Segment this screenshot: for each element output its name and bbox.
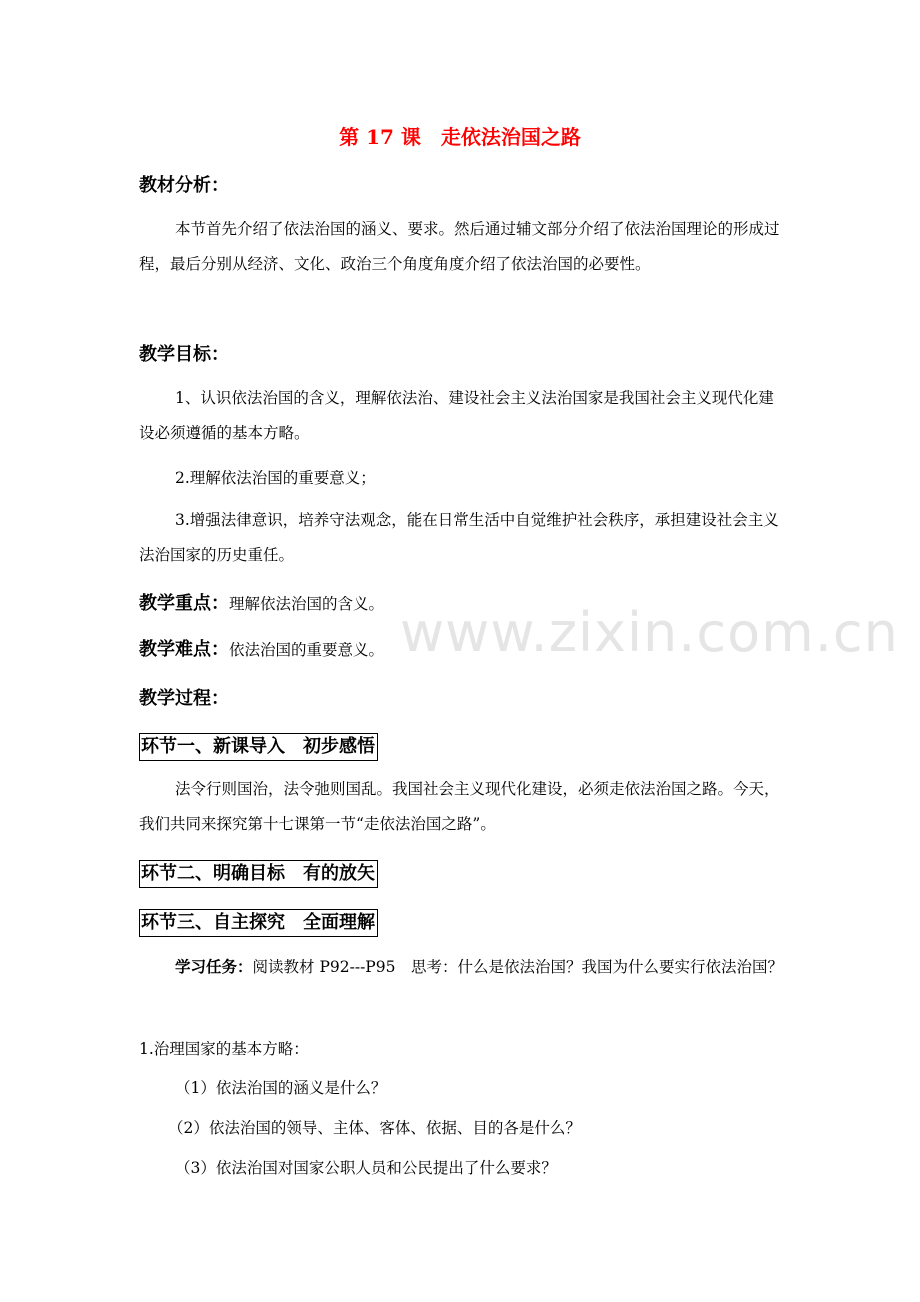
section3-heading (139, 909, 378, 937)
learning-task-label: 学习任务： (175, 958, 253, 976)
section2-title-a: 环节二、明确目标 (141, 863, 285, 884)
section1-title-b: 初步感悟 (303, 736, 375, 757)
section1-heading (139, 733, 378, 761)
section2-heading (139, 860, 378, 888)
key-point-text: 理解依法治国的含义。 (229, 595, 385, 613)
objectives-heading: 教学目标： (139, 344, 229, 365)
watermark: www.zixin.com.cn (400, 601, 899, 664)
basic-strategy-heading: 1.治理国家的基本方略： (139, 1040, 309, 1058)
objective-item-3: 3.增强法律意识，培养守法观念，能在日常生活中自觉维护社会秩序，承担建设社会主义法治国家的历史重任。 (139, 511, 779, 564)
section3-title-b: 全面理解 (303, 912, 375, 933)
section1-text: 法令行则国治，法令弛则国乱。我国社会主义现代化建设，必须走依法治国之路。今天，我们共同来探究第十七课第一节“走依法治国之路”。 (139, 780, 780, 833)
lesson-number: 第 17 课 (339, 125, 421, 149)
objective-item-2: 2.理解依法治国的重要意义； (175, 469, 376, 487)
question-1: （1）依法治国的涵义是什么？ (175, 1079, 387, 1097)
section1-title-a: 环节一、新课导入 (141, 736, 285, 757)
section3-title-a: 环节三、自主探究 (141, 912, 285, 933)
difficulty-label: 教学难点： (139, 639, 229, 660)
difficulty-text: 依法治国的重要意义。 (229, 641, 385, 659)
analysis-heading: 教材分析： (139, 175, 229, 196)
key-point-line (139, 590, 384, 618)
lesson-title (0, 122, 920, 152)
key-point-label: 教学重点： (139, 593, 229, 614)
question-3: （3）依法治国对国家公职人员和公民提出了什么要求？ (175, 1159, 557, 1177)
analysis-text: 本节首先介绍了依法治国的涵义、要求。然后通过辅文部分介绍了依法治国理论的形成过程，最后分别从经济、文化、政治三个角度角度介绍了依法治国的必要性。 (139, 220, 780, 273)
section2-title-b: 有的放矢 (303, 863, 375, 884)
difficulty-line (139, 636, 384, 664)
question-2: （2）依法治国的领导、主体、客体、依据、目的各是什么？ (168, 1119, 581, 1137)
lesson-name: 走依法治国之路 (440, 125, 581, 149)
objective-item-1: 1、认识依法治国的含义，理解依法治、建设社会主义法治国家是我国社会主义现代化建设必须遵循的基本方略。 (139, 389, 774, 442)
process-heading: 教学过程： (139, 688, 229, 709)
learning-task (139, 950, 789, 985)
learning-task-text: 阅读教材 P92---P95 思考：什么是依法治国？我国为什么要实行依法治国？ (252, 958, 783, 976)
